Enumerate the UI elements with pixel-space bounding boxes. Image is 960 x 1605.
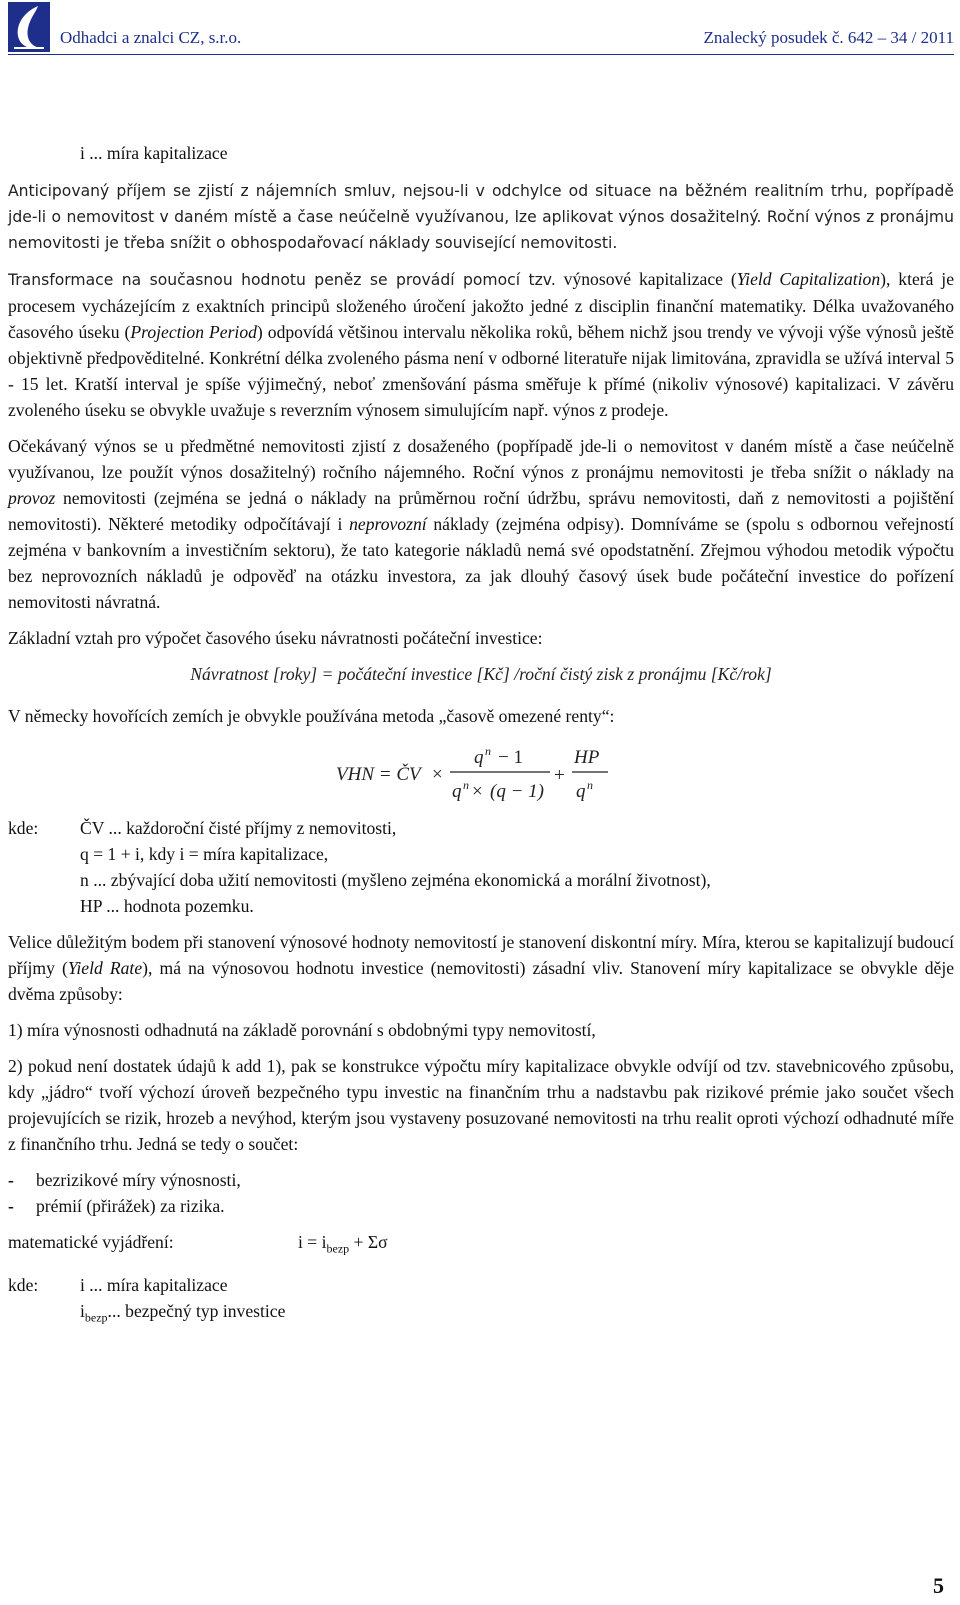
text-segment: Očekávaný výnos se u předmětné nemovitosti zjistí z dosaženého (popřípadě jde-li o nemovitost v daném místě a čase neúčelně využívanou, lze použít výnos dosažitelný) ročního nájemného. Roční výnos z pronájmu nemovitosti je třeba snížit o náklady na	[8, 436, 954, 482]
term-yield-rate: Yield Rate	[67, 958, 143, 978]
legend-label: kde:	[8, 1274, 39, 1295]
components-list	[8, 1167, 954, 1219]
legend-label: kde:	[8, 818, 39, 838]
math-expression	[298, 1229, 388, 1262]
text-segment: výnosové kapitalizace (	[555, 269, 737, 289]
paragraph-transformation	[8, 266, 954, 423]
legend-line: i ... míra kapitalizace	[80, 1274, 228, 1295]
legend-lines	[80, 1272, 285, 1331]
formula-payback: Návratnost [roky] = počáteční investice [Kč] /roční čistý zisk z pronájmu [Kč/rok]	[190, 664, 772, 684]
formula-plus: +	[554, 765, 565, 786]
formula-annuity	[336, 739, 636, 809]
legend-lines	[80, 815, 711, 919]
legend-annuity	[8, 815, 954, 919]
formula-times-2: ×	[472, 781, 483, 802]
formula-den1-rest: (q − 1)	[490, 781, 544, 802]
definition-i: i ... míra kapitalizace	[80, 143, 228, 163]
formula-num1-exp: n	[485, 744, 491, 758]
company-name: Odhadci a znalci CZ, s.r.o.	[60, 28, 242, 47]
legend-subscript: bezp	[84, 1310, 108, 1325]
page-header	[8, 0, 954, 56]
text-segment: Velice důležitým bodem při stanovení výnosové hodnoty nemovitostí je stanovení diskontní míry. Míra, kterou se kapitalizují budoucí příjmy (	[8, 932, 954, 978]
legend-part: i	[80, 1300, 85, 1321]
header-rule	[8, 54, 954, 55]
formula-den2-exp: n	[587, 778, 593, 792]
math-expression-row	[8, 1229, 954, 1262]
dash-bullet: -	[8, 1196, 14, 1216]
legend-rate	[8, 1272, 954, 1331]
legend-line: HP ... hodnota pozemku.	[80, 896, 254, 916]
paragraph-german-method: V německy hovořících zemích je obvykle používána metoda „časově omezené renty“:	[8, 706, 615, 726]
formula-den1: q	[452, 781, 462, 802]
list-item	[8, 1167, 954, 1193]
formula-num2: HP	[574, 747, 600, 768]
paragraph-method-1: 1) míra výnosnosti odhadnutá na základě porovnání s obdobnými typy nemovitostí,	[8, 1020, 596, 1040]
term-provoz: provoz	[8, 488, 56, 508]
paragraph-anticipated-income: Anticipovaný příjem se zjistí z nájemních smluv, nejsou-li v odchylce od situace na běžném realitním trhu, popřípadě jde-li o nemovitost v daném místě a čase neúčelně využívanou, lze aplikovat výnos dosažitelný. Roční výnos z pronájmu nemovitosti je třeba snížit o obhospodařovací náklady související nemovitosti.	[8, 182, 954, 252]
list-item-text: bezrizikové míry výnosnosti,	[36, 1170, 241, 1190]
term-projection-period: Projection Period	[130, 322, 257, 342]
paragraph-method-2: 2) pokud není dostatek údajů k add 1), pak se konstrukce výpočtu míry kapitalizace obvykle odvíjí od tzv. stavebnicového způsobu, kdy „jádro“ tvoří výchozí úroveň bezpečného typu investic na finančním trhu a nadstavbu pak rizikové prémie jako součet všech projevujících se rizik, hrozeb a nevýhod, kterým jsou vystaveny posuzované nemovitosti na trhu realit oproti výchozí odhadnuté míře z finančního trhu. Jedná se tedy o součet:	[8, 1056, 954, 1154]
formula-num1: q	[474, 747, 484, 768]
formula-den2: q	[576, 781, 586, 802]
page-content	[8, 140, 954, 1340]
legend-line: q = 1 + i, kdy i = míra kapitalizace,	[80, 844, 329, 864]
paragraph-discount-rate	[8, 929, 954, 1007]
text-segment: nemovitosti (zejména se jedná o náklady na průměrnou roční údržbu, správu nemovitosti, daň z nemovitosti a pojištění nemovitosti). Některé metodiky odpočítávají i	[8, 488, 954, 534]
math-expr-part: i = i	[298, 1232, 327, 1252]
list-item	[8, 1193, 954, 1219]
dash-bullet: -	[8, 1170, 14, 1190]
legend-line	[80, 1298, 285, 1331]
formula-lhs: VHN = ČV	[336, 764, 421, 785]
paragraph-transformation-lead: Transformace na současnou hodnotu peněz se provádí pomocí tzv.	[8, 271, 556, 289]
list-item-text: prémií (přirážek) za rizika.	[36, 1196, 225, 1216]
text-segment: náklady (zejména odpisy). Domníváme se (spolu s odbornou veřejností zejména v bankovním a investičním sektoru), že tato kategorie nákladů nemá své opodstatnění. Zřejmou výhodou metodik výpočtu bez neprovozních nákladů je odpověď na otázku investora, za jak dlouhý časový úsek bude počáteční investice do pořízení nemovitosti návratná.	[8, 514, 954, 612]
formula-den1-exp: n	[463, 778, 469, 792]
math-label: matematické vyjádření:	[8, 1232, 174, 1252]
term-neprovozni: neprovozní	[349, 514, 427, 534]
term-yield-capitalization: Yield Capitalization	[736, 269, 881, 289]
legend-line: n ... zbývající doba užití nemovitosti (myšleno zejména ekonomická a morální životnost),	[80, 870, 711, 890]
company-logo-icon	[8, 2, 50, 52]
legend-line: ČV ... každoroční čisté příjmy z nemovitosti,	[80, 818, 397, 838]
text-segment: ), která je procesem vycházejícím z exaktních principů složeného úročení jakožto jedné z disciplin finanční matematiky. Délka uvažovaného časového úseku (	[8, 269, 955, 342]
math-expr-part: + Σσ	[349, 1232, 388, 1252]
text-segment: ), má na výnosovou hodnotu investice (nemovitosti) zásadní vliv. Stanovení míry kapitalizace se obvykle děje dvěma způsoby:	[8, 958, 955, 1004]
paragraph-basic-relation: Základní vztah pro výpočet časového úseku návratnosti počáteční investice:	[8, 628, 543, 648]
document-reference: Znalecký posudek č. 642 – 34 / 2011	[703, 28, 954, 47]
math-expr-subscript: bezp	[326, 1241, 350, 1256]
formula-times-1: ×	[432, 764, 443, 785]
text-segment: ) odpovídá většinou intervalu několika roků, během nichž jsou trendy ve vývoji výše výnosů ještě objektivně předpověditelné. Konkrétní délka zvoleného pásma není v odborné literatuře nijak limitována, zpravidla se užívá interval 5 - 15 let. Kratší interval je spíše výjimečný, neboť zmenšování pásma směřuje k přímé (nikoliv výnosové) kapitalizaci. V závěru zvoleného úseku se obvykle uvažuje s reverzním výnosem simulujícím např. výnos z prodeje.	[8, 322, 954, 420]
formula-num1-rest: − 1	[498, 747, 523, 768]
page-number: 5	[933, 1573, 944, 1598]
paragraph-expected-yield	[8, 433, 954, 615]
legend-part: ... bezpečný typ investice	[107, 1300, 286, 1321]
